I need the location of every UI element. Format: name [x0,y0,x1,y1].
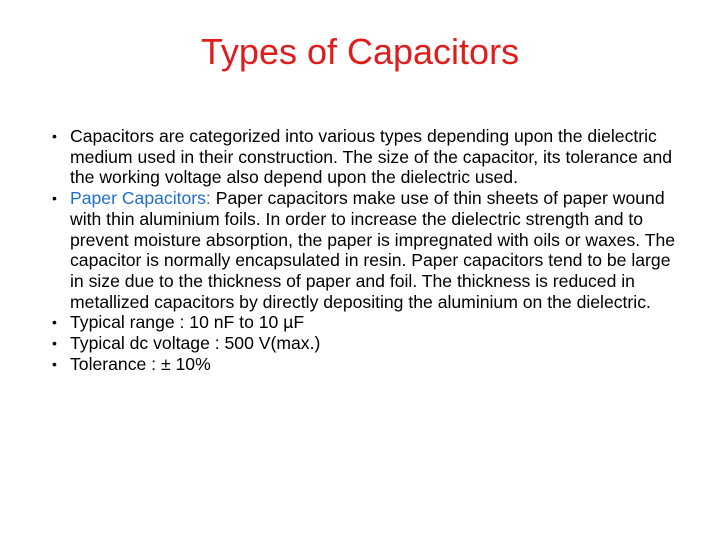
bullet-item [48,126,688,188]
bullet-text: Tolerance : ± 10% [70,353,211,374]
bullet-text: Paper capacitors make use of thin sheets of paper wound with thin aluminium foils. In order to increase the dielectric strength and to prevent moisture absorption, the paper is impregnated with oils or waxes. The capacitor is normally encapsulated in resin. Paper capacitors tend to be large in size due to the thickness of paper and foil. The thickness is reduced in metallized capacitors by directly depositing the aluminium on the dielectric. [70,188,676,312]
bullet-text: Capacitors are categorized into various types depending upon the dielectric medium used in their construction. The size of the capacitor, its tolerance and the working voltage also depend upon the dielectric used. [70,126,673,188]
bullet-dot-icon: • [52,190,57,207]
bullet-item [48,188,688,312]
bullet-item [48,312,688,333]
bullet-dot-icon: • [52,335,57,352]
bullet-term: Paper Capacitors: [70,188,211,209]
slide-title: Types of Capacitors [200,31,520,72]
bullet-dot-icon: • [52,314,57,331]
bullet-text: Typical range : 10 nF to 10 µF [70,312,305,333]
bullet-item [48,333,688,354]
bullet-item [48,354,688,375]
bullet-list [48,126,688,374]
bullet-text: Typical dc voltage : 500 V(max.) [70,333,321,354]
bullet-dot-icon: • [52,128,57,144]
bullet-dot-icon: • [52,355,57,372]
